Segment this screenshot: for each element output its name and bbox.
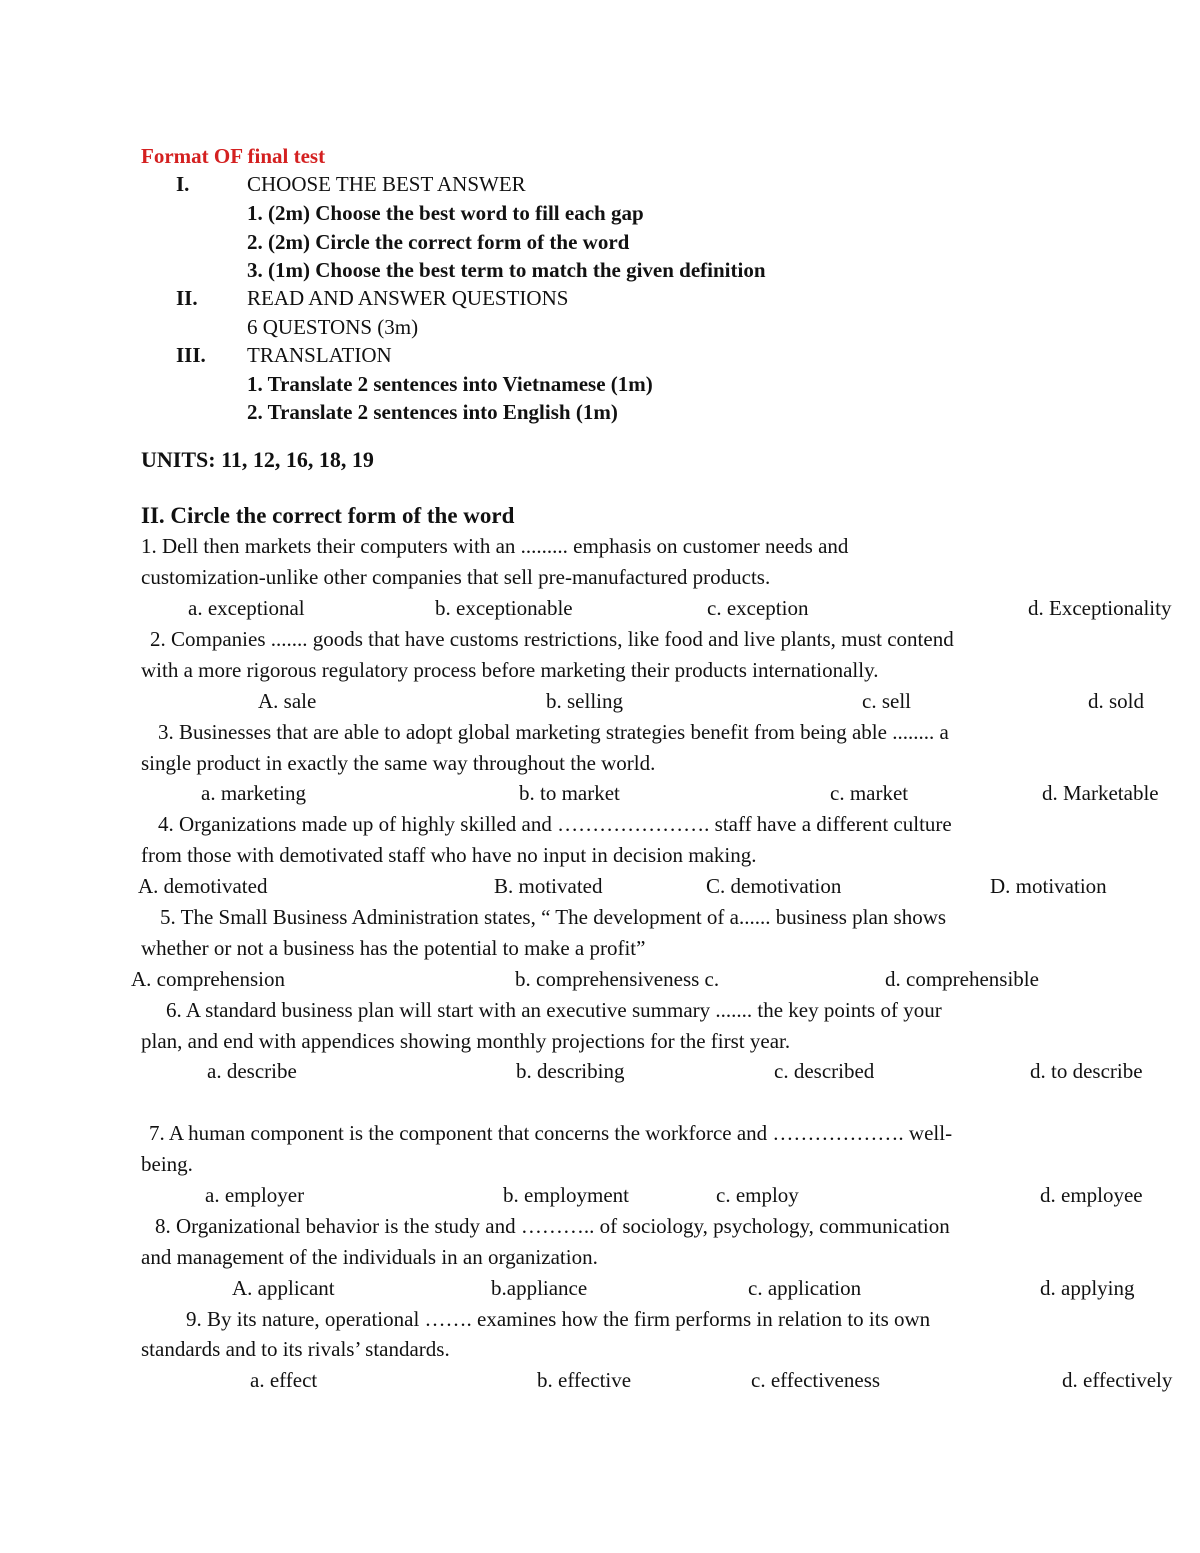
answer-option: d. Marketable [1042,781,1159,805]
section-numeral: II. [176,286,198,310]
answer-option: c. market [830,781,909,805]
section-item: 6 QUESTONS (3m) [247,315,419,339]
answer-option: d. employee [1040,1183,1143,1207]
answer-option: A. demotivated [138,874,268,898]
answer-option: D. motivation [990,874,1107,898]
question-text: 7. A human component is the component that concerns the workforce and ………………. well- [149,1121,953,1145]
exercise-title: II. Circle the correct form of the word [141,503,515,528]
question-text: being. [141,1152,193,1176]
question-text: customization-unlike other companies that sell pre-manufactured products. [141,565,771,589]
units-line: UNITS: 11, 12, 16, 18, 19 [141,447,374,472]
answer-option: b. comprehensiveness c. [515,967,720,991]
question-text: 2. Companies ....... goods that have customs restrictions, like food and live plants, must contend [150,627,954,651]
answer-option: c. employ [716,1183,799,1207]
section-heading: TRANSLATION [247,343,392,367]
answer-option: d. to describe [1030,1059,1143,1083]
format-title: Format OF final test [141,144,326,168]
section-item: 1. Translate 2 sentences into Vietnamese (1m) [247,372,653,396]
answer-option: d. sold [1088,689,1145,713]
answer-option: b. exceptionable [435,596,573,620]
answer-option: b. effective [537,1368,632,1392]
answer-option: A. comprehension [131,967,285,991]
section-numeral: III. [176,343,206,367]
answer-option: c. described [774,1059,875,1083]
question-text: standards and to its rivals’ standards. [141,1337,450,1361]
answer-option: d. applying [1040,1276,1135,1300]
answer-option: c. exception [707,596,809,620]
answer-option: c. effectiveness [751,1368,881,1392]
answer-option: a. effect [250,1368,318,1392]
answer-option: C. demotivation [706,874,842,898]
question-text: single product in exactly the same way throughout the world. [141,751,656,775]
question-text: 4. Organizations made up of highly skilled and …………………. staff have a different culture [158,812,952,836]
question-text: with a more rigorous regulatory process before marketing their products internationally. [141,658,879,682]
answer-option: A. applicant [232,1276,335,1300]
answer-option: a. employer [205,1183,305,1207]
question-text: 9. By its nature, operational ……. examines how the firm performs in relation to its own [186,1307,931,1331]
answer-option: b. to market [519,781,620,805]
section-heading: READ AND ANSWER QUESTIONS [247,286,569,310]
answer-option: d. comprehensible [885,967,1039,991]
answer-option: b. employment [503,1183,629,1207]
answer-option: a. exceptional [188,596,305,620]
question-text: from those with demotivated staff who have no input in decision making. [141,843,757,867]
question-text: 5. The Small Business Administration states, “ The development of a...... business plan shows [160,905,947,929]
section-heading: CHOOSE THE BEST ANSWER [247,172,526,196]
answer-option: d. Exceptionality [1028,596,1172,620]
answer-option: b. describing [516,1059,625,1083]
section-item: 2. (2m) Circle the correct form of the word [247,230,630,254]
section-item: 1. (2m) Choose the best word to fill each gap [247,201,644,225]
answer-option: a. describe [207,1059,297,1083]
section-item: 2. Translate 2 sentences into English (1m) [247,400,618,424]
answer-option: b.appliance [491,1276,588,1300]
question-text: 8. Organizational behavior is the study and ……….. of sociology, psychology, communication [155,1214,950,1238]
answer-option: c. sell [862,689,911,713]
question-text: and management of the individuals in an organization. [141,1245,598,1269]
answer-option: c. application [748,1276,862,1300]
answer-option: A. sale [258,689,317,713]
question-text: 6. A standard business plan will start with an executive summary ....... the key points of your [166,998,942,1022]
question-text: plan, and end with appendices showing monthly projections for the first year. [141,1029,791,1053]
answer-option: B. motivated [494,874,603,898]
answer-option: d. effectively [1062,1368,1173,1392]
question-text: 1. Dell then markets their computers with an ......... emphasis on customer needs and [141,534,849,558]
question-text: whether or not a business has the potential to make a profit” [141,936,646,960]
answer-option: b. selling [546,689,623,713]
question-text: 3. Businesses that are able to adopt global marketing strategies benefit from being able ........ a [158,720,949,744]
answer-option: a. marketing [201,781,306,805]
section-numeral: I. [176,172,190,196]
section-item: 3. (1m) Choose the best term to match the given definition [247,258,766,282]
